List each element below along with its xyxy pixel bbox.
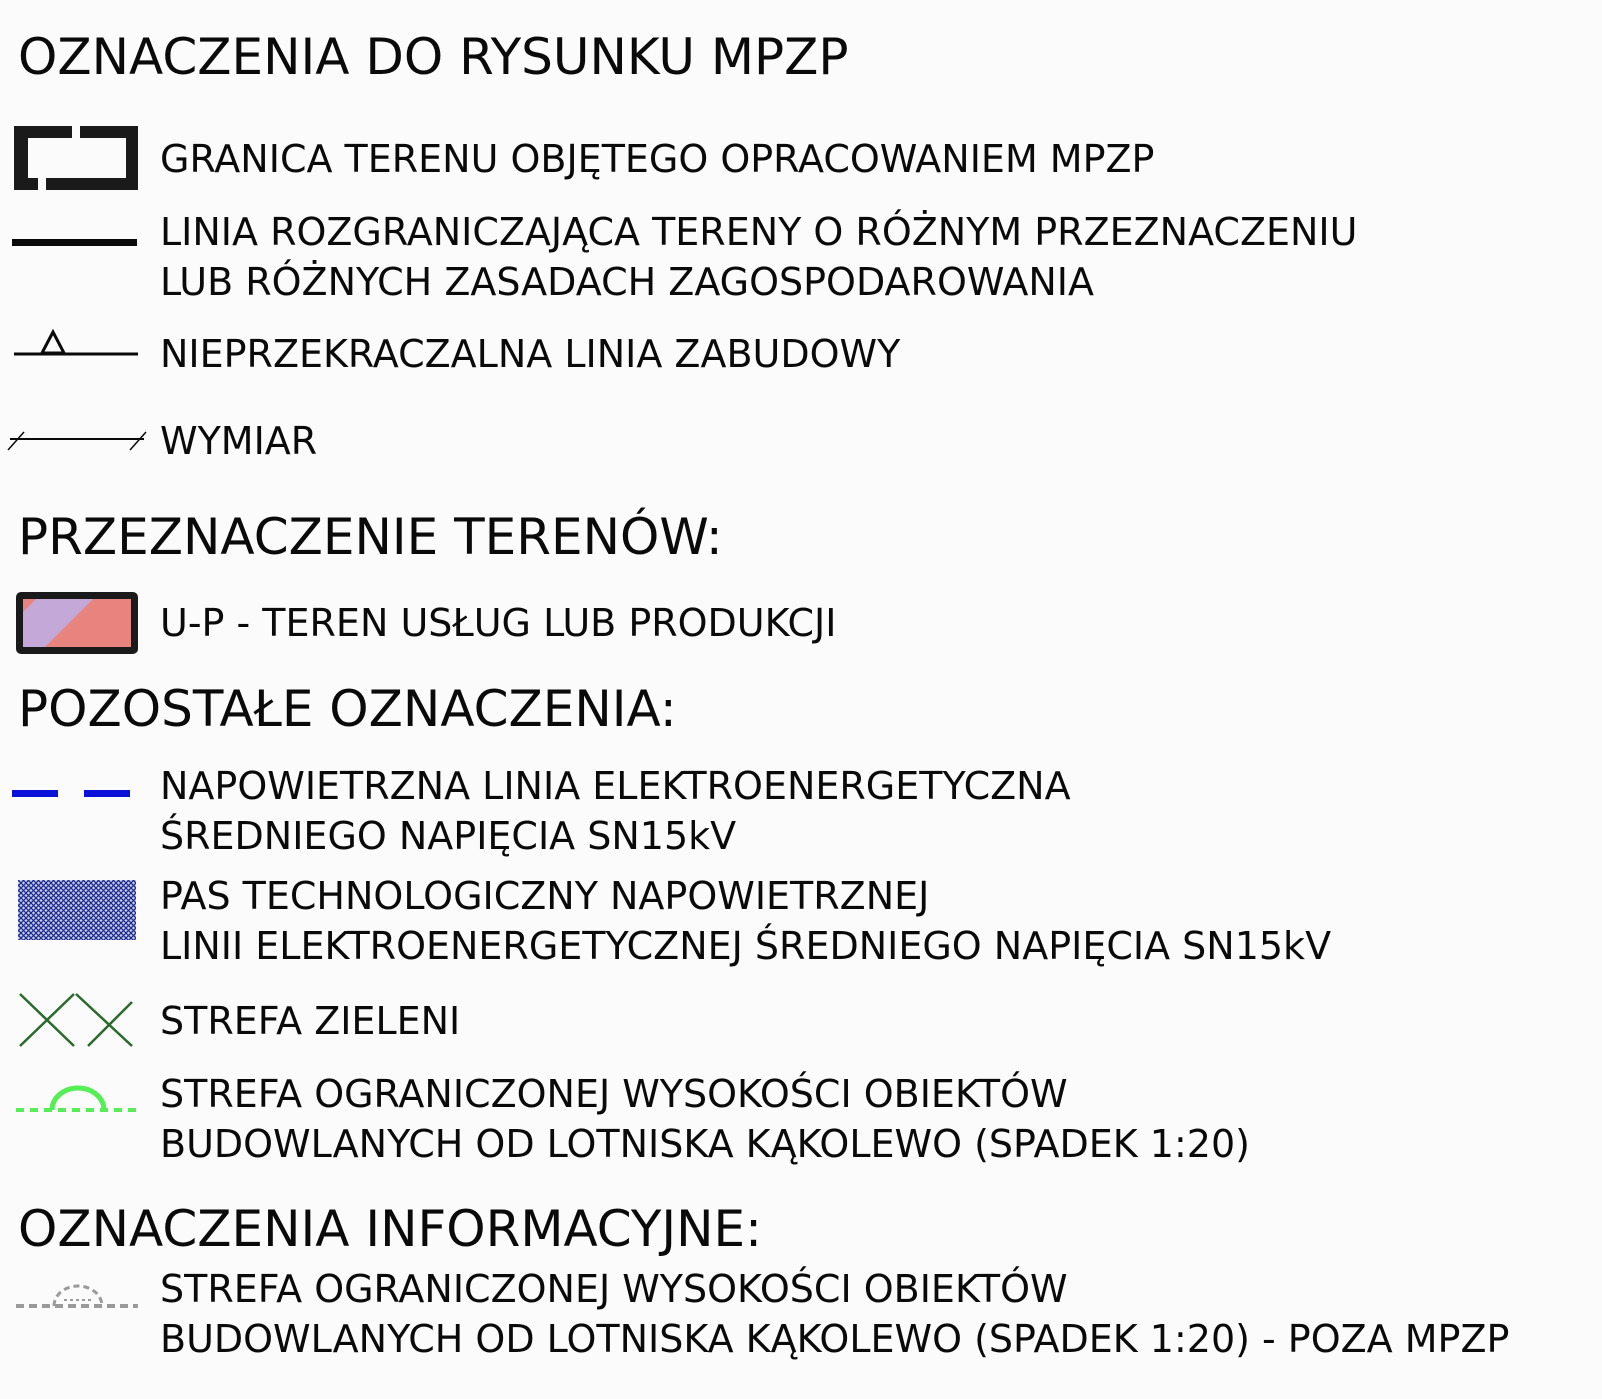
label-zielen: STREFA ZIELENI [160, 999, 461, 1043]
label-lotnisko-poza: STREFA OGRANICZONEJ WYSOKOŚCI OBIEKTÓW BUDOWLANYCH OD LOTNISKA KĄKOLEWO (SPADEK 1:20) - POZA MPZP [160, 1267, 1510, 1361]
label-linia-sn: NAPOWIETRZNA LINIA ELEKTROENERGETYCZNA ŚREDNIEGO NAPIĘCIA SN15kV [160, 764, 1071, 858]
label-lotnisko: STREFA OGRANICZONEJ WYSOKOŚCI OBIEKTÓW BUDOWLANYCH OD LOTNISKA KĄKOLEWO (SPADEK 1:20) [160, 1072, 1250, 1166]
hatched-rectangle-icon [12, 588, 142, 658]
section-heading-przeznaczenie: PRZEZNACZENIE TERENÓW: [18, 508, 723, 566]
label-granica: GRANICA TERENU OBJĘTEGO OPRACOWANIEM MPZP [160, 137, 1155, 181]
crosshatch-rectangle-icon [16, 878, 138, 942]
blue-dashed-line-icon [12, 786, 142, 802]
label-linia-zabudowy: NIEPRZEKRACZALNA LINIA ZABUDOWY [160, 332, 901, 376]
gray-dashed-arc-icon [14, 1282, 140, 1314]
label-wymiar: WYMIAR [160, 419, 318, 463]
dimension-line-icon [6, 424, 148, 454]
line-with-triangle-icon [14, 322, 140, 362]
label-linia-rozgraniczajaca: LINIA ROZGRANICZAJĄCA TERENY O RÓŻNYM PRZEZNACZENIU LUB RÓŻNYCH ZASADACH ZAGOSPODAROWANIA [160, 210, 1358, 304]
green-cross-icon [16, 988, 140, 1052]
label-pas-technologiczny: PAS TECHNOLOGICZNY NAPOWIETRZNEJ LINII ELEKTROENERGETYCZNEJ ŚREDNIEGO NAPIĘCIA SN15kV [160, 874, 1332, 968]
legend-title: OZNACZENIA DO RYSUNKU MPZP [18, 28, 849, 86]
boundary-frame-icon [8, 120, 144, 196]
section-heading-informacyjne: OZNACZENIA INFORMACYJNE: [18, 1200, 762, 1258]
label-up: U-P - TEREN USŁUG LUB PRODUKCJI [160, 601, 837, 645]
section-heading-pozostale: POZOSTAŁE OZNACZENIA: [18, 680, 677, 738]
thick-line-icon [12, 232, 140, 252]
green-dashed-arc-icon [14, 1082, 140, 1118]
